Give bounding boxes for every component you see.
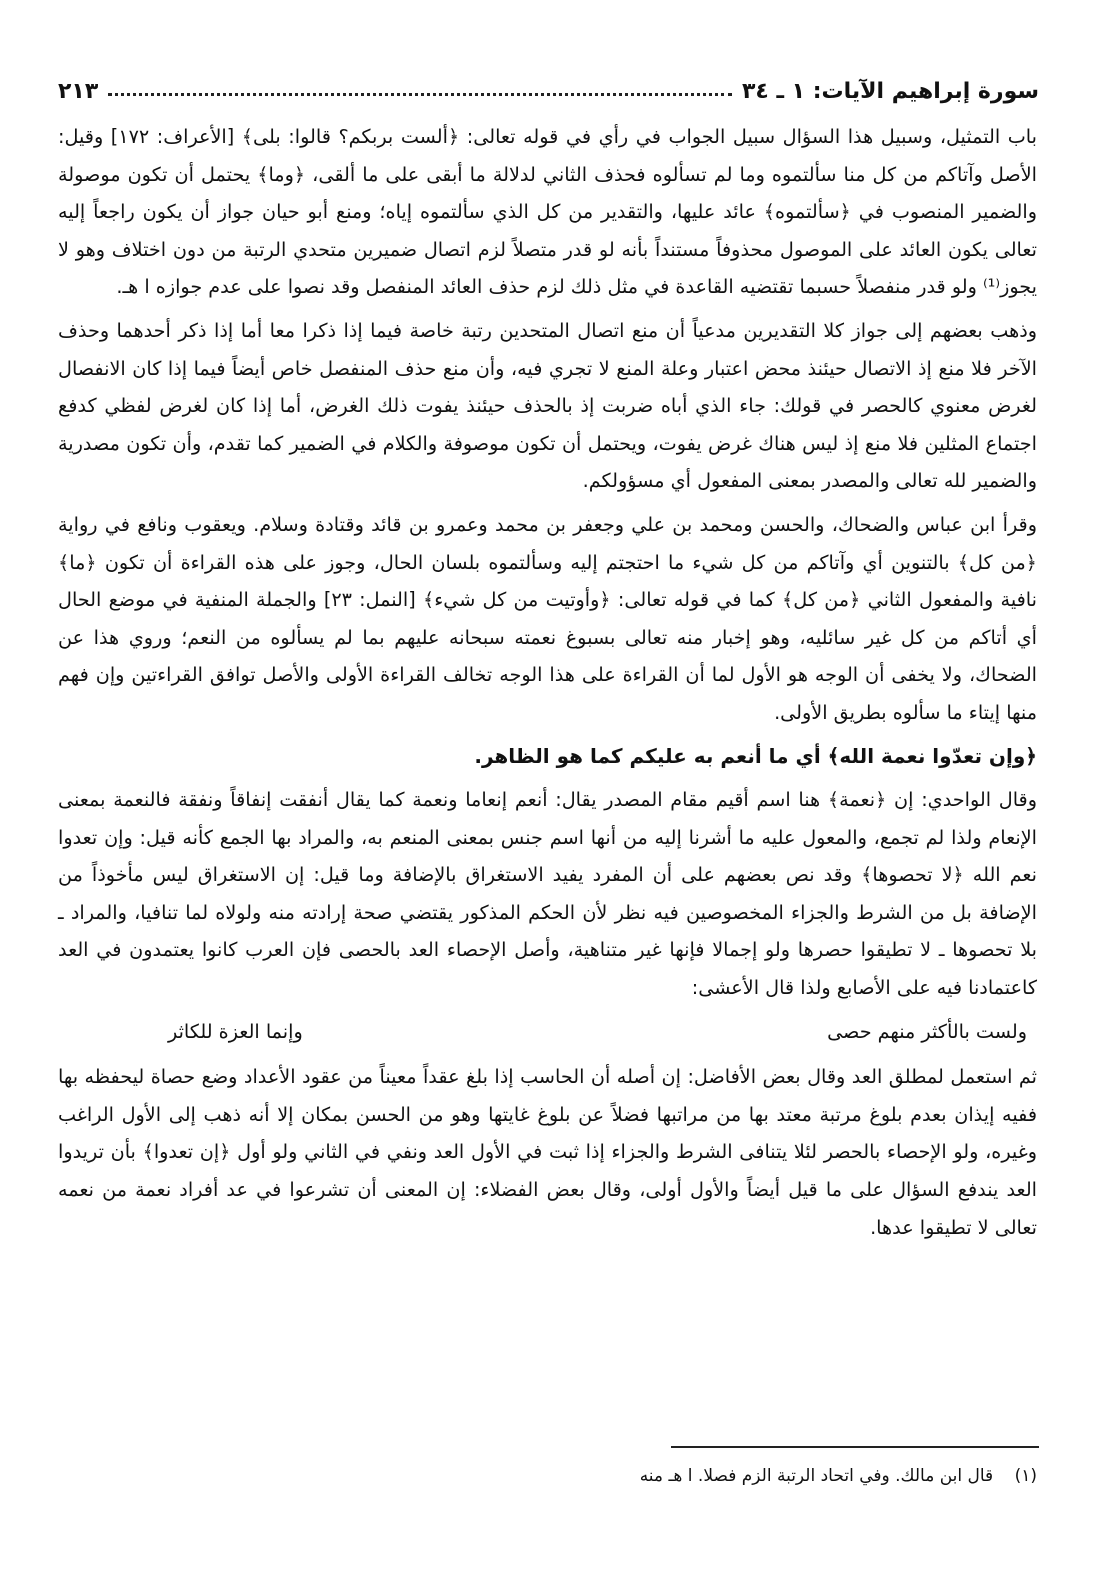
main-text bbox=[58, 118, 1037, 1252]
header-leader-dots bbox=[108, 93, 732, 96]
paragraph-final: ثم استعمل لمطلق العد وقال بعض الأفاضل: إن أصله أن الحاسب إذا بلغ عقداً معيناً من عقود الأعداد وضع حصاة ليحفظه بها ففيه إيذان بعدم بلوغ مرتبة معتد بها من مراتبها فضلاً عن بلوغ غايتها وهو من الحسن بمكان إلا أنه ذهب إلى الأول الراغب وغيره، ولو الإحصاء بالحصر لئلا يتنافى الشرط والجزاء إذا ثبت في الأول العد ونفي في الثاني ولو أول ﴿إن تعدوا﴾ بأن تريدوا العد يندفع السؤال على ما قيل أيضاً والأول أولى، وقال بعض الفضلاء: إن المعنى أن تشرعوا في عد أفراد نعمة من نعمه تعالى لا تطيقوا عدها. bbox=[58, 1065, 1037, 1239]
footnote-number: (١) bbox=[1014, 1466, 1037, 1486]
running-header bbox=[58, 64, 1039, 104]
poetry-verse bbox=[58, 1013, 1037, 1051]
paragraph-2: وذهب بعضهم إلى جواز كلا التقديرين مدعياً أن منع اتصال المتحدين رتبة خاصة فيما إذا ذكرا معا أما إذا ذكر أحدهما وحذف الآخر فلا منع إذ الاتصال حيئنذ محض اعتبار وعلة المنع لا تجري فيه، وأن منع حذف المنفصل خاص أيضاً فيما إذا كان الانفصال لغرض معنوي كالحصر في قولك: جاء الذي أباه ضربت إذ بالحذف حيئنذ يفوت ذلك الغرض، أما إذا كان لغرض لفظي كدفع اجتماع المثلين فلا منع إذ ليس هناك غرض يفوت، ويحتمل أن تكون موصوفة والكلام في الضمير كما تقدم، وأن تكون مصدرية والضمير لله تعالى والمصدر بمعنى المفعول أي مسؤولكم. bbox=[58, 318, 1037, 493]
paragraph-wahidi: وقال الواحدي: إن ﴿نعمة﴾ هنا اسم أقيم مقام المصدر يقال: أنعم إنعاما ونعمة كما يقال أنفقت إنفاقاً ونفقة فالنعمة بمعنى الإنعام ولذا لم تجمع، والمعول عليه ما أشرنا إليه من أنها اسم جنس بمعنى المنعم به، والمراد بها الجمع كأنه قيل: وإن تعدوا نعم الله ﴿لا تحصوها﴾ وقد نص بعضهم على أن المفرد يفيد الاستغراق بالإضافة وما قيل: إن الاستغراق ليس مأخوذاً من الإضافة بل من الشرط والجزاء المخصوصين فيه نظر لأن الحكم المذكور يقتضي صحة إرادته منه ولولاه لما تنافيا، والمراد ـ بلا تحصوها ـ لا تطيقوا حصرها ولو إجمالا فإنها غير متناهية، وأصل الإحصاء العد بالحصى فإن العرب كانوا يعتمدون في العد كاعتمادنا فيه على الأصابع ولذا قال الأعشى: bbox=[58, 788, 1037, 1000]
page-number: ٢١٣ bbox=[58, 79, 99, 104]
footnote-divider bbox=[671, 1446, 1039, 1448]
verse-commentary-line: ﴿وإن تعدّوا نعمة الله﴾ أي ما أنعم به عليكم كما هو الظاهر. bbox=[474, 743, 1037, 768]
footnote bbox=[58, 1462, 1037, 1490]
poetry-second-hemistich: وإنما العزة للكاثر bbox=[168, 1019, 303, 1043]
footnote-text: قال ابن مالك. وفي اتحاد الرتبة الزم فصلا. ا هـ منه bbox=[639, 1466, 994, 1486]
poetry-first-hemistich: ولست بالأكثر منهم حصى bbox=[827, 1019, 1027, 1043]
header-title: سورة إبراهيم الآيات: ١ ـ ٣٤ bbox=[741, 79, 1039, 104]
paragraph-3: وقرأ ابن عباس والضحاك، والحسن ومحمد بن علي وجعفر بن محمد وعمرو بن قائد وقتادة وسلام. ويعقوب ونافع في رواية ﴿من كل﴾ بالتنوين أي وآتاكم من كل شيء ما احتجتم إليه وسألتموه بلسان الحال، وجوز على هذه القراءة أن تكون ﴿ما﴾ نافية والمفعول الثاني ﴿من كل﴾ كما في قوله تعالى: ﴿وأوتيت من كل شيء﴾ [النمل: ٢٣] والجملة المنفية في موضع الحال أي أتاكم من كل غير سائليه، وهو إخبار منه تعالى بسبوغ نعمته سبحانه عليهم بما لم يسألوه من النعم؛ وروي هذا عن الضحاك، ولا يخفى أن الوجه هو الأول لما أن القراءة على هذا الوجه تخالف القراءة الأولى والأصل توافق القراءتين وإن فهم منها إيتاء ما سألوه بطريق الأولى. bbox=[58, 512, 1037, 724]
paragraph-1: باب التمثيل، وسبيل هذا السؤال سبيل الجواب في رأي في قوله تعالى: ﴿ألست بربكم؟ قالوا: بلى﴾ [الأعراف: ١٧٢] وقيل: الأصل وآتاكم من كل منا سألتموه وما لم تسألوه فحذف الثاني لدلالة ما أبقى على ما ألقى، ﴿وما﴾ يحتمل أن تكون موصولة والضمير المنصوب في ﴿سألتموه﴾ عائد عليها، والتقدير من كل الذي سألتموه إياه؛ ومنع أبو حيان جواز أن يكون راجعاً إليه تعالى يكون العائد على الموصول محذوفاً مستنداً بأنه لو قدر متصلاً لزم اتصال ضميرين متحدي الرتبة من دون اختلاف وهو لا يجوز⁽¹⁾ ولو قدر منفصلاً حسبما تقتضيه القاعدة في مثل ذلك لزم حذف العائد المنفصل وقد نصوا على عدم جوازه ا هـ. bbox=[58, 125, 1037, 299]
